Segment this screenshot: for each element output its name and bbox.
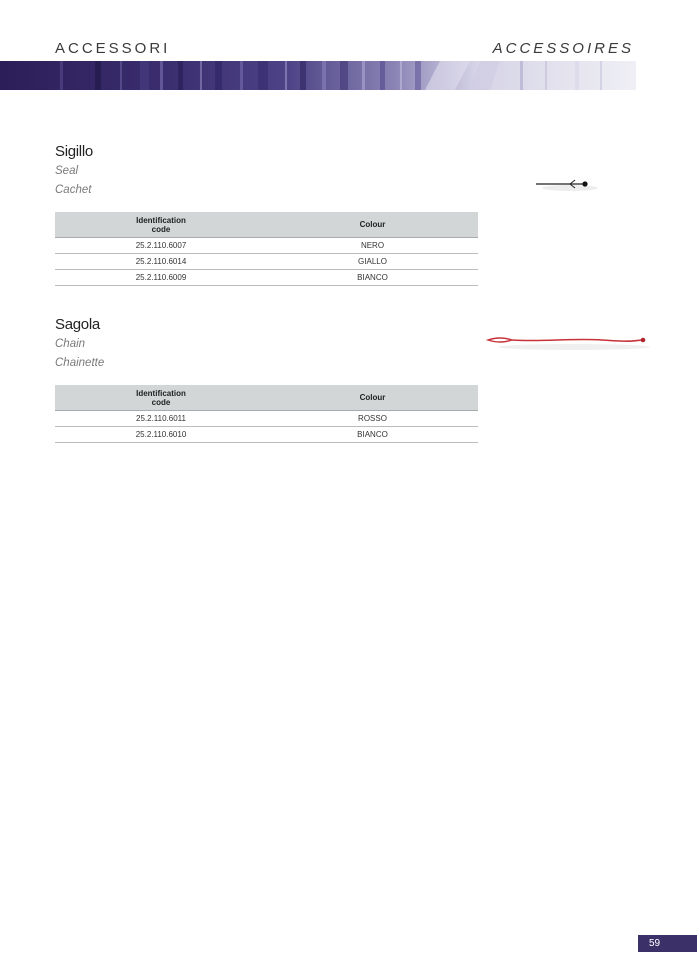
- cell-code: 25.2.110.6011: [55, 411, 267, 427]
- header-title-italian: ACCESSORI: [55, 40, 171, 57]
- section-subtitle-english: Seal: [55, 165, 79, 177]
- header-banner: [0, 61, 636, 90]
- header-title-french: ACCESSOIRES: [492, 40, 634, 57]
- table-row: [55, 238, 478, 254]
- column-header-colour: Colour: [267, 385, 478, 411]
- table-header-row: [55, 385, 478, 411]
- table-row: [55, 270, 478, 286]
- cell-code: 25.2.110.6007: [55, 238, 267, 254]
- seal-pin-icon: [530, 172, 600, 196]
- banner-stripes-graphic: [0, 61, 636, 90]
- table-row: [55, 254, 478, 270]
- cell-colour: BIANCO: [267, 427, 478, 443]
- product-table: [55, 212, 478, 286]
- cell-colour: GIALLO: [267, 254, 478, 270]
- cell-code: 25.2.110.6010: [55, 427, 267, 443]
- product-table: [55, 385, 478, 443]
- section-title: Sigillo: [55, 143, 93, 160]
- cell-code: 25.2.110.6009: [55, 270, 267, 286]
- section-sigillo: [55, 142, 478, 286]
- cell-colour: ROSSO: [267, 411, 478, 427]
- column-header-code: Identification code: [55, 212, 267, 238]
- red-chain-icon: [482, 332, 658, 354]
- section-title: Sagola: [55, 316, 100, 333]
- page-number: 59: [638, 935, 697, 952]
- section-subtitle-french: Chainette: [55, 357, 105, 369]
- table-header-row: [55, 212, 478, 238]
- column-header-code: Identification code: [55, 385, 267, 411]
- section-subtitle-english: Chain: [55, 338, 86, 350]
- table-row: [55, 427, 478, 443]
- table-row: [55, 411, 478, 427]
- cell-colour: BIANCO: [267, 270, 478, 286]
- cell-code: 25.2.110.6014: [55, 254, 267, 270]
- section-sagola: [55, 315, 478, 443]
- cell-colour: NERO: [267, 238, 478, 254]
- column-header-colour: Colour: [267, 212, 478, 238]
- section-subtitle-french: Cachet: [55, 184, 92, 196]
